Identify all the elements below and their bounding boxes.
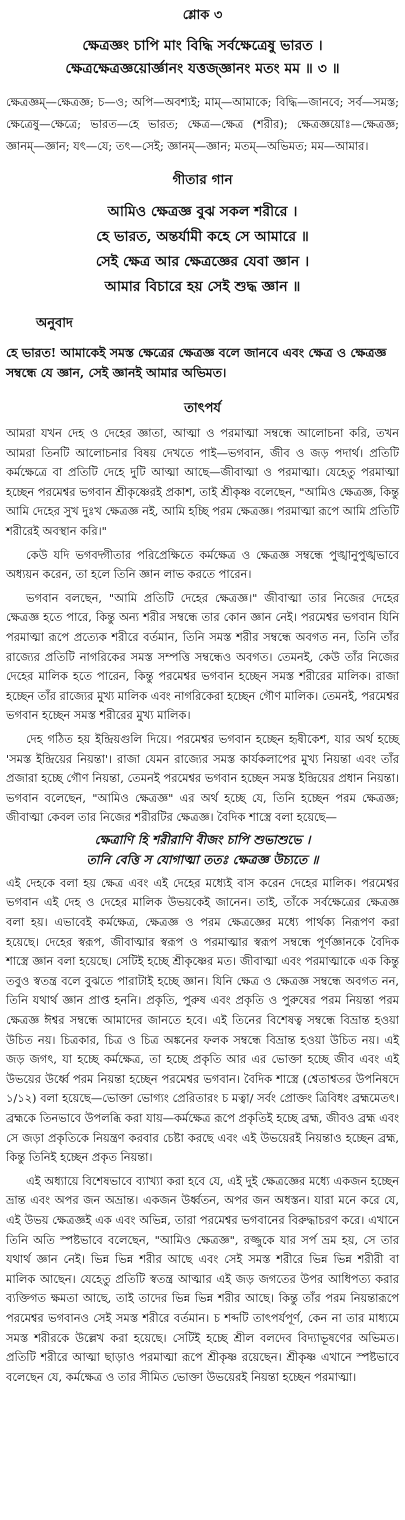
- verse-line: ক্ষেত্রক্ষেত্রজ্ঞয়োর্জ্ঞানং যত্তজ্জ্ঞানং মতং মম ॥ ৩ ॥: [65, 61, 340, 77]
- song-verse: [0, 200, 405, 300]
- song-line: সেই ক্ষেত্র আর ক্ষেত্রজ্ঞের যেবা জ্ঞান ।: [95, 254, 310, 270]
- purport-paragraph: এই অধ্যায়ে বিশেষভাবে ব্যাখ্যা করা হবে যে, এই দুই ক্ষেত্রজ্ঞের মধ্যে একজন হচ্ছেন ভ্রান্ত এবং অপর জন অভ্রান্ত। একজন উর্ধ্বতন, অপর জন অধস্তন। যারা মনে করে যে, এই উভয় ক্ষেত্রজ্ঞই এক এবং অভিন্ন, তারা পরমেশ্বর ভগবানের বিরুদ্ধাচরণ করে। এখানে তিনি অতি স্পষ্টভাবে বলেছেন, "আমিও ক্ষেত্রজ্ঞ", রজ্জুকে যার সর্প ভ্রম হয়, সে তার যথার্থ জ্ঞান নেই। ভিন্ন ভিন্ন শরীর আছে এবং সেই সমস্ত শরীরে ভিন্ন ভিন্ন শরীরী বা মালিক আছেন। যেহেতু প্রতিটি স্বতন্ত্র আত্মার এই জড় জগতের উপর আধিপত্য করার ব্যক্তিগত ক্ষমতা আছে, তাই তাদের ভিন্ন ভিন্ন শরীর আছে। কিন্তু তাঁর পরম নিয়ন্তারূপে পরমেশ্বর ভগবানও সেই সমস্ত শরীরে বর্তমান। চ শব্দটি তাৎপর্যপূর্ণ, কেন না তার মাধ্যমে সমস্ত শরীরকে উল্লেখ করা হয়েছে। সেটিই হচ্ছে শ্রীল বলদেব বিদ্যাভূষণের অভিমত। প্রতিটি শরীরে আত্মা ছাড়াও পরমাত্মা রূপে শ্রীকৃষ্ণ রয়েছেন। শ্রীকৃষ্ণ এখানে স্পষ্টভাবে বলেছেন যে, কর্মক্ষেত্র ও তার সীমিত ভোক্তা উভয়েরই নিয়ন্তা হচ্ছেন পরমাত্মা।: [6, 1173, 399, 1384]
- purport-paragraph: কেউ যদি ভগবদ্গীতার পরিপ্রেক্ষিতে কর্মক্ষেত্র ও ক্ষেত্রজ্ঞ সম্বন্ধে পুঙ্খানুপুঙ্খভাবে অধ্যয়ন করেন, তা হলে তিনি জ্ঞান লাভ করতে পারেন।: [6, 547, 399, 582]
- translation-text: হে ভারত! আমাকেই সমস্ত ক্ষেত্রের ক্ষেত্রজ্ঞ বলে জানবে এবং ক্ষেত্র ও ক্ষেত্রজ্ঞ সম্বন্ধে যে জ্ঞান, সেই জ্ঞানই আমার অভিমত।: [6, 345, 387, 380]
- purport-title: তাৎপর্য: [184, 401, 221, 416]
- verse-line: ক্ষেত্রজ্ঞং চাপি মাং বিদ্ধি সর্বক্ষেত্রেষু ভারত ।: [82, 38, 323, 54]
- quote-line: ক্ষেত্রাণি হি শরীরাণি বীজং চাপি শুভাশুভে ।: [94, 831, 311, 847]
- song-line: হে ভারত, অন্তর্যামী কহে সে আমারে ॥: [96, 229, 309, 245]
- song-line: আমিও ক্ষেত্রজ্ঞ বুঝ সকল শরীরে ।: [107, 204, 298, 220]
- word-for-word-meanings: ক্ষেত্রজ্ঞম্—ক্ষেত্রজ্ঞ; চ—ও; অপি—অবশ্যই; মাম্—আমাকে; বিদ্ধি—জানবে; সর্ব—সমস্ত; ক্ষেত্রেষু—ক্ষেত্রে; ভারত—হে ভারত; ক্ষেত্র—ক্ষেত্র (শরীর); ক্ষেত্রজ্ঞয়োঃ—ক্ষেত্রজ্ঞ; জ্ঞানম্—জ্ঞান; যৎ—যে; তৎ—সেই; জ্ঞানম্—জ্ঞান; মতম্—অভিমত; মম—আমার।: [6, 95, 399, 153]
- purport-paragraph: আমরা যখন দেহ ও দেহের জ্ঞাতা, আত্মা ও পরমাত্মা সম্বন্ধে আলোচনা করি, তখন আমরা তিনটি আলোচনার বিষয় দেখতে পাই—ভগবান, জীব ও জড় পদার্থ। প্রতিটি কর্মক্ষেত্রে বা প্রতিটি দেহে দুটি আত্মা আছে—জীবাত্মা ও পরমাত্মা। যেহেতু পরমাত্মা হচ্ছেন পরমেশ্বর ভগবান শ্রীকৃষ্ণেরই প্রকাশ, তাই শ্রীকৃষ্ণ বলেছেন, "আমিও ক্ষেত্রজ্ঞ, কিন্তু আমি দেহের সুখ দুঃখ ক্ষেত্রজ্ঞ নই, আমি হচ্ছি পরম ক্ষেত্রজ্ঞ। পরমাত্মা রূপে আমি প্রতিটি শরীরেই অবস্থান করি।": [6, 426, 399, 538]
- purport-paragraph: দেহ গঠিত হয় ইন্দ্রিয়গুলি দিয়ে। পরমেশ্বর ভগবান হচ্ছেন হৃষীকেশ, যার অর্থ হচ্ছে 'সমস্ত ইন্দ্রিয়ের নিয়ন্তা'। রাজা যেমন রাজ্যের সমস্ত কার্যকলাপের মুখ্য নিয়ন্তা এবং তাঁর প্রজারা হচ্ছে গৌণ নিয়ন্তা, তেমনই পরমেশ্বর ভগবান হচ্ছেন সমস্ত ইন্দ্রিয়ের প্রধান নিয়ন্তা। ভগবান বলেছেন, "আমিও ক্ষেত্রজ্ঞ" এর অর্থ হচ্ছে যে, তিনি হচ্ছেন পরম ক্ষেত্রজ্ঞ; জীবাত্মা কেবল তার নিজের শরীরটির ক্ষেত্রজ্ঞ। বৈদিক শাস্ত্রে বলা হয়েছে—: [6, 731, 399, 825]
- quote-line: তানি বেত্তি স যোগাত্মা ততঃ ক্ষেত্রজ্ঞ উচ্যতে ॥: [86, 851, 319, 867]
- purport-paragraph: ভগবান বলছেন, "আমি প্রতিটি দেহের ক্ষেত্রজ্ঞ।" জীবাত্মা তার নিজের দেহের ক্ষেত্রজ্ঞ হতে পারে, কিন্তু অন্য শরীর সম্বন্ধে তার কোন জ্ঞান নেই। পরমেশ্বর ভগবান যিনি পরমাত্মা রূপে প্রত্যেক শরীরে বর্তমান, তিনি সমস্ত শরীর সম্বন্ধে অবগত নন, তিনি তাঁর রাজ্যের প্রতিটি নাগরিকের সমস্ত সম্পত্তি সম্বন্ধেও অবগত। তেমনই, কেউ তাঁর নিজের দেহের মালিক হতে পারেন, কিন্তু পরমেশ্বর ভগবান হচ্ছেন সমস্ত শরীরের মালিক। রাজা হচ্ছেন তাঁর রাজ্যের মুখ্য মালিক এবং নাগরিকেরা হচ্ছেন গৌণ মালিক। তেমনই, পরমেশ্বর ভগবান হচ্ছেন সমস্ত শরীরের মুখ্য মালিক।: [6, 590, 399, 723]
- sanskrit-verse: [0, 35, 405, 81]
- translation-title: অনুবাদ: [36, 316, 73, 331]
- purport-paragraph: এই দেহকে বলা হয় ক্ষেত্র এবং এই দেহের মধ্যেই বাস করেন দেহের মালিক। পরমেশ্বর ভগবান এই দেহ ও দেহের মালিক উভয়কেই জানেন। তাই, তাঁকে সর্বক্ষেত্রের ক্ষেত্রজ্ঞ বলা হয়। এভাবেই কর্মক্ষেত্র, ক্ষেত্রজ্ঞ ও পরম ক্ষেত্রজ্ঞের মধ্যে পার্থক্য নিরূপণ করা হয়েছে। দেহের স্বরূপ, জীবাত্মার স্বরূপ ও পরমাত্মার স্বরূপ সম্বন্ধে পূর্ণজ্ঞানকে বৈদিক শাস্ত্রে জ্ঞান বলা হয়েছে। সেটিই হচ্ছে শ্রীকৃষ্ণের মত। জীবাত্মা এবং পরমাত্মাকে এক কিন্তু তবুও স্বতন্ত্র বলে বুঝতে পারাটাই হচ্ছে জ্ঞান। যিনি ক্ষেত্র ও ক্ষেত্রজ্ঞ সম্বন্ধে অবগত নন, তিনি যথার্থ জ্ঞান প্রাপ্ত হননি। প্রকৃতি, পুরুষ এবং প্রকৃতি ও পুরুষের পরম নিয়ন্তা পরম ক্ষেত্রজ্ঞ ঈশ্বর সম্বন্ধে আমাদের জানতে হবে। এই তিনের বিশেষত্ব সম্বন্ধে বিভ্রান্ত হওয়া উচিত নয়। চিত্রকার, চিত্র ও চিত্র অঙ্কনের ফলক সম্বন্ধে বিভ্রান্ত হওয়া উচিত নয়। এই জড় জগৎ, যা হচ্ছে কর্মক্ষেত্র, তা হচ্ছে প্রকৃতি আর এর ভোক্তা হচ্ছে জীব এবং এই উভয়ের উর্ধ্বে পরম নিয়ন্তা হচ্ছেন পরমেশ্বর ভগবান। বৈদিক শাস্ত্রে (শ্বেতাশ্বতর উপনিষদে ১/১২) বলা হয়েছে—ভোক্তা ভোগ্যং প্রেরিতারং চ মত্বা/ সর্বং প্রোক্তং ত্রিবিধং ব্রহ্মমেতৎ। ব্রহ্মকে তিনভাবে উপলব্ধি করা যায়—কর্মক্ষেত্র রূপে প্রকৃতিই হচ্ছে ব্রহ্ম, জীবও ব্রহ্ম এবং সে জড়া প্রকৃতিকে নিয়ন্ত্রণ করবার চেষ্টা করছে এবং এই উভয়েরই নিয়ন্তাও হচ্ছেন ব্রহ্ম, কিন্তু তিনিই হচ্ছেন প্রকৃত নিয়ন্তা।: [6, 875, 399, 1165]
- vedic-quote: [6, 830, 399, 870]
- verse-number: শ্লোক ৩: [182, 8, 223, 23]
- song-title: গীতার গান: [172, 172, 233, 188]
- song-line: আমার বিচারে হয় সেই শুদ্ধ জ্ঞান ॥: [104, 279, 301, 295]
